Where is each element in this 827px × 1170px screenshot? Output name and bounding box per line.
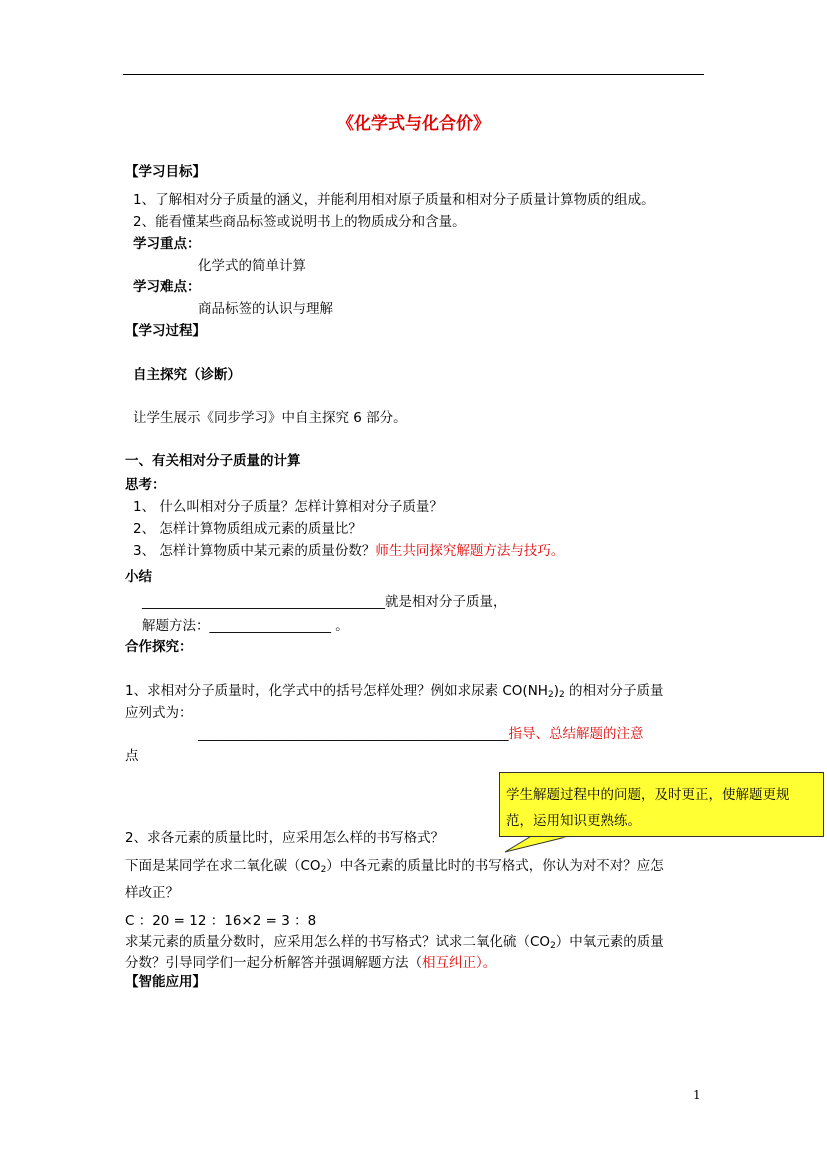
self-explore-text: 让学生展示《同步学习》中自主探究 6 部分。	[133, 410, 407, 426]
fraction-line1	[125, 933, 664, 951]
ratio-formula: C ：20 = 12 ：16×2 = 3 ：8	[125, 913, 317, 929]
focus-label: 学习重点：	[133, 236, 201, 252]
goal-item-1: 1、了解相对分子质量的涵义，并能利用相对原子质量和相对分子质量计算物质的组成。	[133, 192, 655, 208]
coop1-blank: ______________________________________________	[198, 726, 509, 742]
summary-tail: 就是相对分子质量，	[385, 594, 507, 610]
coop2-text-b: ）中各元素的质量比时的书写格式，你认为对不对？应怎	[326, 858, 664, 874]
think-label: 思考：	[125, 477, 166, 493]
fraction-text: 分数？引导同学们一起分析解答并强调解题方法（	[125, 955, 422, 971]
method-line	[142, 617, 349, 635]
section1-heading: 一、有关相对分子质量的计算	[125, 453, 301, 469]
application-heading: 【智能应用】	[125, 974, 206, 990]
document-title: 《化学式与化合价》	[337, 114, 490, 134]
goals-heading: 【学习目标】	[125, 164, 206, 180]
process-heading: 【学习过程】	[125, 323, 206, 339]
coop1-note-tail: 点	[125, 748, 139, 764]
fraction-text-b: ）中氧元素的质量	[555, 934, 664, 950]
coop1-sub: 2	[547, 690, 554, 700]
difficulty-text: 商品标签的认识与理解	[198, 301, 333, 317]
coop1-text-a: 1、求相对分子质量时，化学式中的括号怎样处理？例如求尿素 CO(NH	[125, 683, 548, 699]
summary-line	[142, 593, 507, 611]
method-blank: __________________	[209, 618, 331, 634]
summary-label: 小结	[125, 569, 152, 585]
coop1-text-b: )	[553, 683, 559, 699]
page-number: 1	[693, 1088, 701, 1102]
question-3	[133, 542, 564, 560]
method-tail: 。	[331, 618, 349, 634]
coop2-line1: 2、求各元素的质量比时，应采用怎么样的书写格式？	[125, 830, 445, 846]
coop1-line2: 应列式为：	[125, 705, 193, 721]
fraction-line2	[125, 954, 496, 972]
coop-label: 合作探究：	[125, 639, 193, 655]
difficulty-label: 学习难点：	[133, 279, 201, 295]
coop2-line3: 样改正？	[125, 885, 179, 901]
coop2-line2	[125, 857, 664, 875]
goal-item-2: 2、能看懂某些商品标签或说明书上的物质成分和含量。	[133, 214, 466, 230]
self-explore-label: 自主探究（诊断）	[133, 367, 241, 383]
coop2-sub: 2	[320, 865, 327, 875]
coop1-answer-line	[198, 725, 644, 743]
question-1: 1、 什么叫相对分子质量？怎样计算相对分子质量？	[133, 499, 443, 515]
fraction-note: 相互纠正）。	[422, 955, 497, 971]
coop1-note: 指导、总结解题的注意	[508, 726, 644, 742]
coop2-text-a: 下面是某同学在求二氧化碳（CO	[125, 858, 321, 874]
teacher-note-callout: 学生解题过程中的问题，及时更正，使解题更规范，运用知识更熟练。	[499, 772, 824, 837]
method-label: 解题方法：	[142, 618, 210, 634]
focus-text: 化学式的简单计算	[198, 258, 306, 274]
question-2: 2、 怎样计算物质组成元素的质量比？	[133, 521, 362, 537]
coop1-sub2: 2	[558, 690, 565, 700]
coop1-line1	[125, 682, 664, 700]
header-rule	[123, 74, 704, 75]
summary-blank: ____________________________________	[142, 594, 385, 610]
question-3-note: 师生共同探究解题方法与技巧。	[375, 543, 565, 559]
fraction-sub: 2	[550, 941, 556, 951]
coop1-text-c: 的相对分子质量	[564, 683, 664, 699]
fraction-text-a: 求某元素的质量分数时，应采用怎么样的书写格式？试求二氧化硫（CO	[125, 934, 551, 950]
question-3-text: 3、 怎样计算物质中某元素的质量份数？	[133, 543, 376, 559]
